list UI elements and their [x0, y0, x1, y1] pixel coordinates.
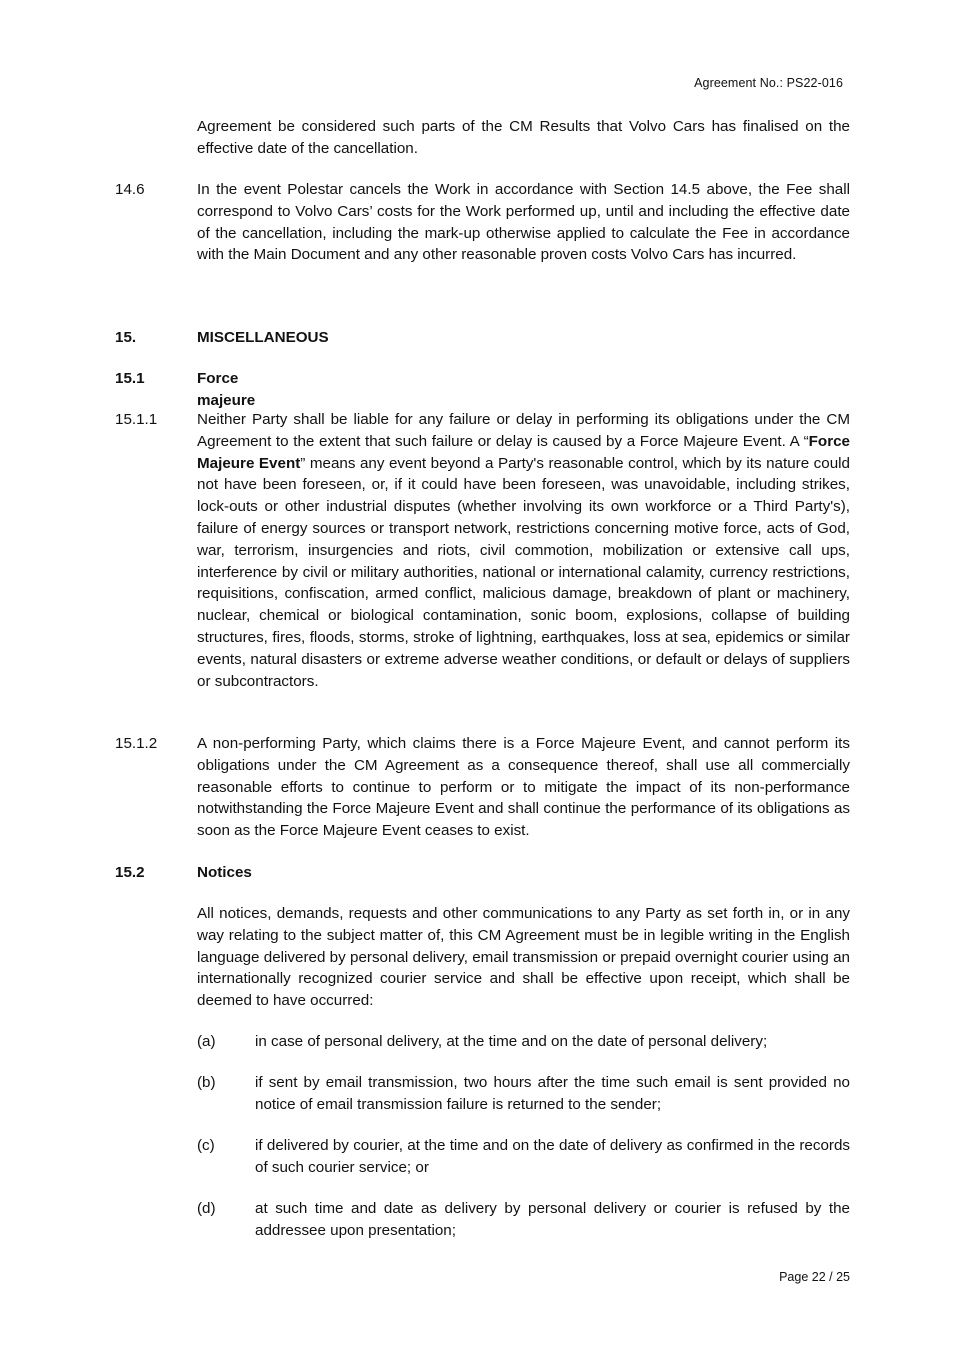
list-item-text: if delivered by courier, at the time and on the date of delivery as confirmed in the records of such courier service; or: [255, 1137, 850, 1176]
section-title: Notices: [197, 864, 252, 881]
notices-intro-text: All notices, demands, requests and other communications to any Party as set forth in, or in any way relating to the subject matter of, this CM Agreement must be in legible writing in the English language delivered by personal delivery, email transmission or prepaid overnight courier using an internationally recognized courier service and shall be effective upon receipt, which shall be deemed to have occurred:: [197, 905, 850, 1010]
defined-term: Force Majeure Event: [197, 432, 850, 472]
section-number: 15.: [115, 329, 137, 346]
list-item-text: in case of personal delivery, at the time and on the date of personal delivery;: [255, 1033, 768, 1050]
clause-text: [197, 409, 850, 692]
clause-text: In the event Polestar cancels the Work in accordance with Section 14.5 above, the Fee shall correspond to Volvo Cars’ costs for the Work performed up, until and including the effective date of the cancellation, including the mark-up otherwise applied to calculate the Fee in accordance with the Main Document and any other reasonable proven costs Volvo Cars has incurred.: [197, 181, 850, 264]
clause-number: 15.1.1: [115, 411, 158, 428]
list-item-text: if sent by email transmission, two hours after the time such email is sent provided no notice of email transmission failure is returned to the sender;: [255, 1074, 850, 1113]
continuation-text: Agreement be considered such parts of the CM Results that Volvo Cars has finalised on the effective date of the cancellation.: [197, 118, 850, 157]
list-item-label: (b): [197, 1074, 216, 1091]
list-item-text: at such time and date as delivery by personal delivery or courier is refused by the addressee upon presentation;: [255, 1200, 850, 1239]
clause-number: 15.1.2: [115, 735, 158, 752]
section-title: Force majeure: [197, 370, 256, 409]
agreement-number: Agreement No.: PS22-016: [694, 76, 843, 90]
clause-text-part-b: ” means any event beyond a Party's reasonable control, which by its nature could not have been foreseen, or, if it could have been foreseen, was unavoidable, including strikes, lock-outs or other industrial disputes (whether involving its own workforce or a Third Party's), failure of energy sources or transport network, restrictions concerning motive force, acts of God, war, terrorism, insurgencies and riots, civil commotion, mobilization or extensive call ups, interference by civil or military authorities, national or international calamity, currency restrictions, requisitions, confiscation, armed conflict, malicious damage, breakdown of plant or machinery, nuclear, chemical or biological contamination, sonic boom, explosions, collapse of building structures, fires, floods, storms, stroke of lightning, earthquakes, loss at sea, epidemics or similar events, natural disasters or extreme adverse weather conditions, or default or delays of suppliers or subcontractors.: [197, 454, 850, 690]
clause-text: A non-performing Party, which claims there is a Force Majeure Event, and cannot perform its obligations under the CM Agreement as a consequence thereof, shall use all commercially reasonable efforts to continue to perform or to mitigate the impact of its non-performance notwithstanding the Force Majeure Event and shall continue the performance of its obligations as soon as the Force Majeure Event ceases to exist.: [197, 735, 850, 840]
list-item-label: (a): [197, 1033, 216, 1050]
section-number: 15.2: [115, 864, 145, 881]
section-title: MISCELLANEOUS: [197, 329, 329, 346]
clause-text-part-a: Neither Party shall be liable for any failure or delay in performing its obligations under the CM Agreement to the extent that such failure or delay is caused by a Force Majeure Event. A “: [197, 411, 850, 450]
list-item-label: (d): [197, 1200, 216, 1217]
section-number: 15.1: [115, 370, 145, 387]
page-number: Page 22 / 25: [779, 1270, 850, 1284]
list-item-label: (c): [197, 1137, 215, 1154]
clause-number: 14.6: [115, 181, 145, 198]
